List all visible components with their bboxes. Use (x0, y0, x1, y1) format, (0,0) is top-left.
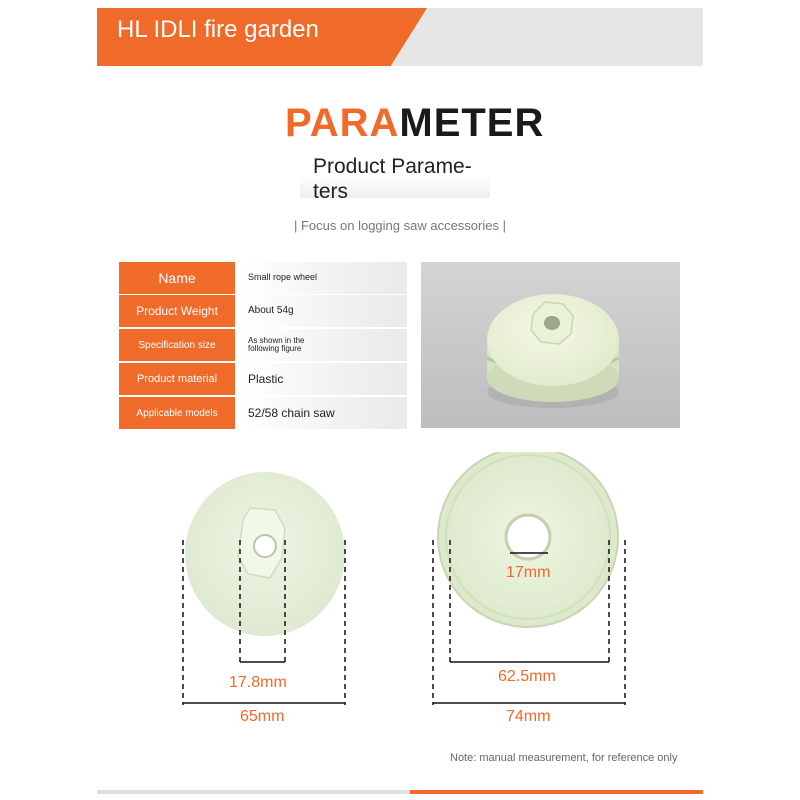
dimension-drawing (150, 452, 670, 742)
right-outer-dimension: 74mm (506, 708, 551, 725)
param-value: About 54g (240, 295, 407, 327)
param-label: Applicable models (119, 397, 235, 429)
param-value: Plastic (240, 363, 407, 395)
param-row-name (119, 262, 407, 294)
tagline: | Focus on logging saw accessories | (294, 218, 506, 233)
param-value: 52/58 chain saw (240, 397, 407, 429)
banner-title: HL IDLI fire garden (117, 16, 319, 43)
right-inner-dimension: 62.5mm (498, 668, 556, 685)
parameter-heading (285, 103, 544, 143)
left-inner-dimension: 17.8mm (229, 674, 287, 691)
subtitle: Product Parame- ters (313, 155, 472, 203)
param-row-spec (119, 329, 407, 361)
product-photo (421, 262, 680, 428)
param-label: Specification size (119, 329, 235, 361)
left-part-drawing (183, 472, 345, 705)
param-label: Product Weight (119, 295, 235, 327)
left-outer-dimension: 65mm (240, 708, 285, 725)
footer-line (97, 790, 410, 794)
param-row-models (119, 397, 407, 429)
heading-orange-part: PARA (285, 101, 400, 145)
param-label: Product material (119, 363, 235, 395)
param-label: Name (119, 262, 235, 294)
param-row-material (119, 363, 407, 395)
param-row-weight (119, 295, 407, 327)
right-hole-dimension: 17mm (506, 564, 551, 581)
heading-dark-part: METER (399, 101, 545, 145)
measurement-note: Note: manual measurement, for reference only (450, 752, 678, 764)
param-value: Small rope wheel (240, 262, 407, 294)
footer-accent-bar (410, 790, 703, 794)
param-value: As shown in the following figure (240, 329, 407, 361)
